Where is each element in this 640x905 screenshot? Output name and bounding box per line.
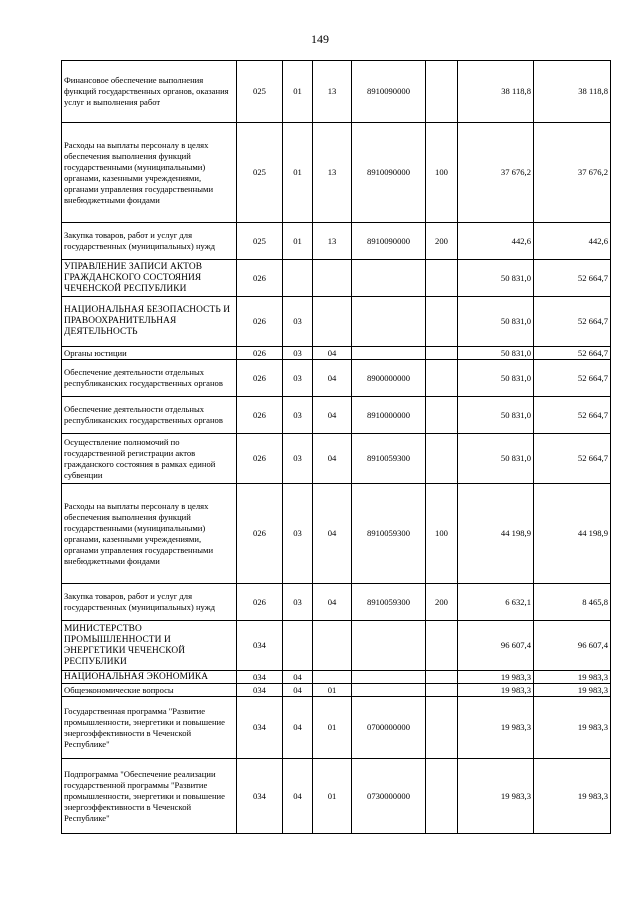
row-ministry: 034 xyxy=(237,671,283,684)
row-section: 03 xyxy=(283,297,313,347)
table-row xyxy=(62,223,611,260)
row-ministry: 034 xyxy=(237,684,283,697)
row-name: Обеспечение деятельности отдельных республиканских государственных органов xyxy=(62,397,237,434)
table-row xyxy=(62,584,611,621)
row-subsection xyxy=(313,621,352,671)
row-expense: 100 xyxy=(426,484,458,584)
row-target: 8900000000 xyxy=(352,360,426,397)
row-expense xyxy=(426,621,458,671)
row-expense: 100 xyxy=(426,123,458,223)
row-section: 01 xyxy=(283,61,313,123)
row-sum1: 442,6 xyxy=(458,223,534,260)
row-ministry: 026 xyxy=(237,347,283,360)
row-section: 01 xyxy=(283,223,313,260)
row-target: 8910059300 xyxy=(352,434,426,484)
row-target: 8910090000 xyxy=(352,61,426,123)
row-target xyxy=(352,347,426,360)
row-sum1: 96 607,4 xyxy=(458,621,534,671)
row-target: 8910059300 xyxy=(352,584,426,621)
budget-table xyxy=(61,60,611,834)
row-ministry: 026 xyxy=(237,584,283,621)
row-section: 03 xyxy=(283,584,313,621)
row-expense xyxy=(426,297,458,347)
row-section: 03 xyxy=(283,347,313,360)
row-target: 8910059300 xyxy=(352,484,426,584)
row-subsection: 04 xyxy=(313,360,352,397)
row-expense: 200 xyxy=(426,223,458,260)
row-name: Государственная программа "Развитие промышленности, энергетики и повышение энергоэффективности в Чеченской Республике" xyxy=(62,697,237,759)
row-target xyxy=(352,684,426,697)
table-row xyxy=(62,434,611,484)
row-ministry: 026 xyxy=(237,260,283,297)
row-sum2: 19 983,3 xyxy=(534,671,611,684)
row-ministry: 025 xyxy=(237,61,283,123)
row-section: 04 xyxy=(283,697,313,759)
row-name: НАЦИОНАЛЬНАЯ ЭКОНОМИКА xyxy=(62,671,237,684)
table-row xyxy=(62,697,611,759)
row-subsection xyxy=(313,297,352,347)
row-target: 0700000000 xyxy=(352,697,426,759)
table-row xyxy=(62,297,611,347)
row-subsection: 04 xyxy=(313,484,352,584)
row-expense xyxy=(426,360,458,397)
row-sum1: 37 676,2 xyxy=(458,123,534,223)
row-ministry: 025 xyxy=(237,123,283,223)
row-name: Подпрограмма "Обеспечение реализации государственной программы "Развитие промышленности, энергетики и повышение энергоэффективности в Чеченской Республике" xyxy=(62,759,237,834)
row-sum2: 442,6 xyxy=(534,223,611,260)
table-row xyxy=(62,684,611,697)
row-target: 0730000000 xyxy=(352,759,426,834)
row-expense xyxy=(426,61,458,123)
row-expense xyxy=(426,397,458,434)
row-expense xyxy=(426,260,458,297)
row-sum1: 44 198,9 xyxy=(458,484,534,584)
row-sum2: 96 607,4 xyxy=(534,621,611,671)
row-sum1: 38 118,8 xyxy=(458,61,534,123)
row-expense xyxy=(426,347,458,360)
row-name: УПРАВЛЕНИЕ ЗАПИСИ АКТОВ ГРАЖДАНСКОГО СОСТОЯНИЯ ЧЕЧЕНСКОЙ РЕСПУБЛИКИ xyxy=(62,260,237,297)
table-row xyxy=(62,61,611,123)
row-name: МИНИСТЕРСТВО ПРОМЫШЛЕННОСТИ И ЭНЕРГЕТИКИ ЧЕЧЕНСКОЙ РЕСПУБЛИКИ xyxy=(62,621,237,671)
row-sum1: 50 831,0 xyxy=(458,434,534,484)
row-sum1: 19 983,3 xyxy=(458,671,534,684)
row-subsection: 04 xyxy=(313,397,352,434)
row-ministry: 026 xyxy=(237,297,283,347)
row-subsection: 01 xyxy=(313,684,352,697)
row-sum1: 6 632,1 xyxy=(458,584,534,621)
row-sum1: 50 831,0 xyxy=(458,297,534,347)
row-subsection: 13 xyxy=(313,223,352,260)
row-section: 04 xyxy=(283,759,313,834)
row-name: Общеэкономические вопросы xyxy=(62,684,237,697)
table-row xyxy=(62,621,611,671)
row-section: 04 xyxy=(283,684,313,697)
row-target: 8910000000 xyxy=(352,397,426,434)
row-name: Финансовое обеспечение выполнения функций государственных органов, оказания услуг и выполнения работ xyxy=(62,61,237,123)
row-sum2: 19 983,3 xyxy=(534,697,611,759)
table-row xyxy=(62,123,611,223)
row-subsection: 01 xyxy=(313,759,352,834)
row-sum2: 52 664,7 xyxy=(534,360,611,397)
row-section: 03 xyxy=(283,484,313,584)
row-sum2: 19 983,3 xyxy=(534,684,611,697)
row-expense xyxy=(426,434,458,484)
row-sum2: 38 118,8 xyxy=(534,61,611,123)
row-sum2: 52 664,7 xyxy=(534,397,611,434)
row-expense xyxy=(426,697,458,759)
row-section: 03 xyxy=(283,360,313,397)
row-sum1: 19 983,3 xyxy=(458,697,534,759)
page-number: 149 xyxy=(311,32,329,46)
row-ministry: 034 xyxy=(237,621,283,671)
row-sum2: 8 465,8 xyxy=(534,584,611,621)
row-target: 8910090000 xyxy=(352,223,426,260)
row-name: Осуществление полномочий по государственной регистрации актов гражданского состояния в рамках единой субвенции xyxy=(62,434,237,484)
row-sum2: 52 664,7 xyxy=(534,347,611,360)
row-section xyxy=(283,621,313,671)
row-sum2: 44 198,9 xyxy=(534,484,611,584)
row-target xyxy=(352,260,426,297)
row-name: Обеспечение деятельности отдельных республиканских государственных органов xyxy=(62,360,237,397)
row-section: 03 xyxy=(283,434,313,484)
row-ministry: 026 xyxy=(237,397,283,434)
row-sum1: 50 831,0 xyxy=(458,360,534,397)
row-sum2: 52 664,7 xyxy=(534,297,611,347)
row-ministry: 026 xyxy=(237,484,283,584)
row-subsection xyxy=(313,260,352,297)
row-subsection: 04 xyxy=(313,347,352,360)
row-subsection: 13 xyxy=(313,61,352,123)
row-target xyxy=(352,621,426,671)
table-row xyxy=(62,260,611,297)
row-expense xyxy=(426,671,458,684)
row-target xyxy=(352,671,426,684)
row-sum2: 52 664,7 xyxy=(534,434,611,484)
row-sum1: 50 831,0 xyxy=(458,347,534,360)
table-row xyxy=(62,360,611,397)
row-name: НАЦИОНАЛЬНАЯ БЕЗОПАСНОСТЬ И ПРАВООХРАНИТЕЛЬНАЯ ДЕЯТЕЛЬНОСТЬ xyxy=(62,297,237,347)
table-row xyxy=(62,347,611,360)
row-ministry: 034 xyxy=(237,697,283,759)
row-sum2: 19 983,3 xyxy=(534,759,611,834)
table-row xyxy=(62,397,611,434)
row-section xyxy=(283,260,313,297)
table-row xyxy=(62,759,611,834)
row-name: Закупка товаров, работ и услуг для государственных (муниципальных) нужд xyxy=(62,584,237,621)
row-section: 03 xyxy=(283,397,313,434)
row-ministry: 026 xyxy=(237,360,283,397)
row-expense: 200 xyxy=(426,584,458,621)
row-subsection: 04 xyxy=(313,434,352,484)
row-target: 8910090000 xyxy=(352,123,426,223)
row-expense xyxy=(426,684,458,697)
row-target xyxy=(352,297,426,347)
row-name: Расходы на выплаты персоналу в целях обеспечения выполнения функций государственными (муниципальными) органами, казенными учреждениями, органами управления государственными внебюджетными фондами xyxy=(62,123,237,223)
table-row xyxy=(62,671,611,684)
row-sum1: 19 983,3 xyxy=(458,684,534,697)
row-ministry: 025 xyxy=(237,223,283,260)
row-name: Расходы на выплаты персоналу в целях обеспечения выполнения функций государственными (муниципальными) органами, казенными учреждениями, органами управления государственными внебюджетными фондами xyxy=(62,484,237,584)
row-sum1: 19 983,3 xyxy=(458,759,534,834)
row-subsection: 04 xyxy=(313,584,352,621)
row-subsection xyxy=(313,671,352,684)
row-sum1: 50 831,0 xyxy=(458,260,534,297)
row-section: 04 xyxy=(283,671,313,684)
row-sum2: 37 676,2 xyxy=(534,123,611,223)
row-name: Закупка товаров, работ и услуг для государственных (муниципальных) нужд xyxy=(62,223,237,260)
row-name: Органы юстиции xyxy=(62,347,237,360)
row-sum2: 52 664,7 xyxy=(534,260,611,297)
row-subsection: 13 xyxy=(313,123,352,223)
row-subsection: 01 xyxy=(313,697,352,759)
table-row xyxy=(62,484,611,584)
row-ministry: 026 xyxy=(237,434,283,484)
row-expense xyxy=(426,759,458,834)
row-section: 01 xyxy=(283,123,313,223)
row-sum1: 50 831,0 xyxy=(458,397,534,434)
row-ministry: 034 xyxy=(237,759,283,834)
